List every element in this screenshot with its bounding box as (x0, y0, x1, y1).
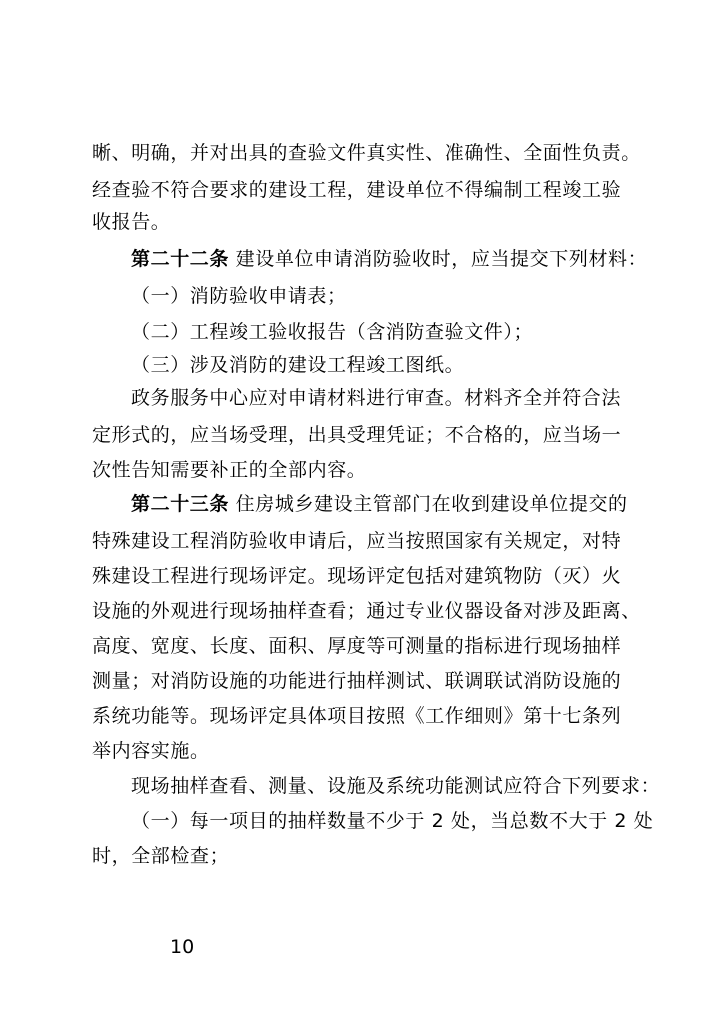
list-item: （三）涉及消防的建设工程竣工图纸。 (131, 354, 465, 376)
paragraph-line: 特殊建设工程消防验收申请后，应当按照国家有关规定，对特 (92, 530, 622, 552)
paragraph-line: 高度、宽度、长度、面积、厚度等可测量的指标进行现场抽样 (92, 635, 622, 657)
paragraph-line: 收报告。 (92, 211, 171, 233)
article-22-line (131, 246, 647, 272)
article-23-line (131, 491, 628, 517)
list-item: （一）每一项目的抽样数量不少于 2 处，当总数不大于 2 处 (131, 810, 654, 832)
paragraph-line: 次性告知需要补正的全部内容。 (92, 459, 367, 481)
paragraph-line: 系统功能等。现场评定具体项目按照《工作细则》第十七条列 (92, 705, 622, 727)
paragraph-line: 时，全部检查； (92, 845, 230, 867)
paragraph-line: 殊建设工程进行现场评定。现场评定包括对建筑物防（灭）火 (92, 565, 622, 587)
paragraph-line: 现场抽样查看、测量、设施及系统功能测试应符合下列要求： (131, 775, 661, 797)
paragraph-line: 设施的外观进行现场抽样查看；通过专业仪器设备对涉及距离、 (92, 600, 641, 622)
paragraph-line: 经查验不符合要求的建设工程，建设单位不得编制工程竣工验 (92, 179, 622, 201)
page-number: 10 (170, 936, 195, 958)
paragraph-line: 政务服务中心应对申请材料进行审查。材料齐全并符合法 (131, 387, 622, 409)
article-heading: 第二十二条 (131, 248, 230, 270)
list-item: （一）消防验收申请表； (131, 285, 347, 307)
list-item: （二）工程竣工验收报告（含消防查验文件）； (131, 321, 534, 343)
article-text: 建设单位申请消防验收时，应当提交下列材料： (229, 248, 648, 270)
article-text: 住房城乡建设主管部门在收到建设单位提交的 (229, 493, 628, 515)
paragraph-line: 晰、明确，并对出具的查验文件真实性、准确性、全面性负责。 (92, 142, 641, 164)
paragraph-line: 测量；对消防设施的功能进行抽样测试、联调联试消防设施的 (92, 670, 622, 692)
paragraph-line: 举内容实施。 (92, 740, 210, 762)
paragraph-line: 定形式的，应当场受理，出具受理凭证；不合格的，应当场一 (92, 424, 622, 446)
article-heading: 第二十三条 (131, 493, 230, 515)
